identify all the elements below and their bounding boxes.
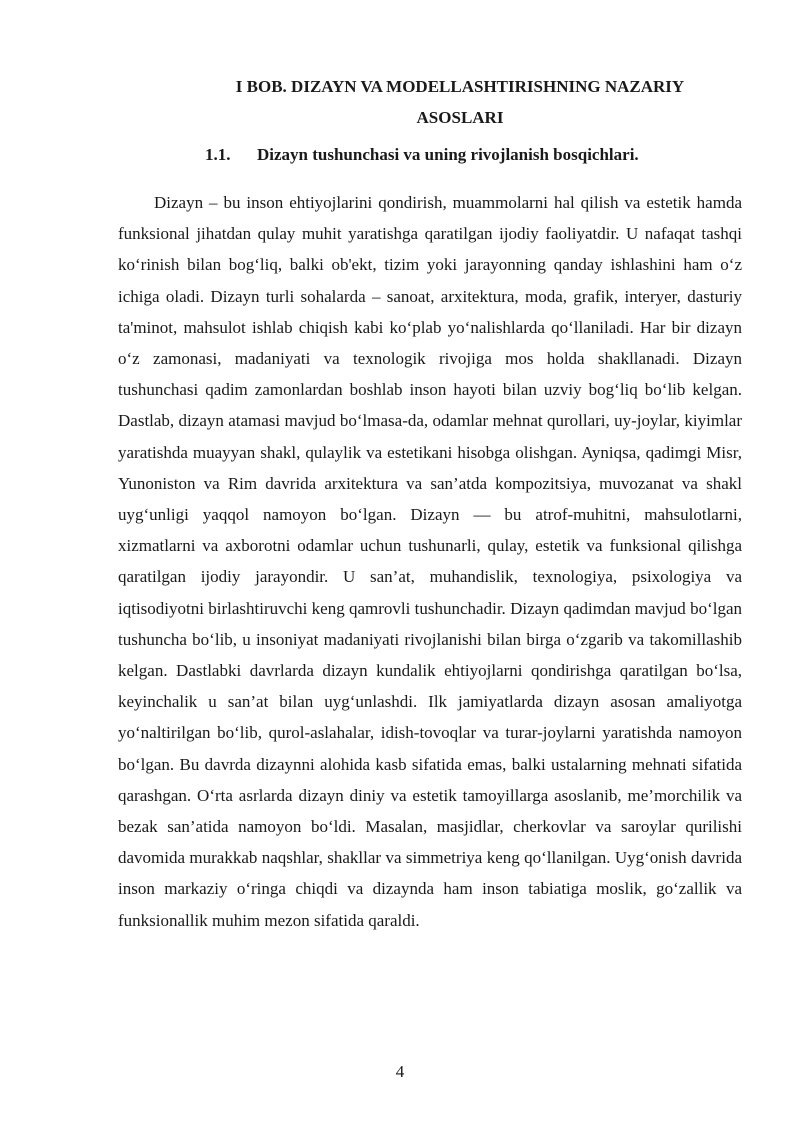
section-heading: [205, 139, 639, 170]
chapter-title-line-2: ASOSLARI: [416, 108, 504, 127]
body-paragraph: Dizayn – bu inson ehtiyojlarini qondirish, muammolarni hal qilish va estetik hamda funksional jihatdan qulay muhit yaratishga qaratilgan ijodiy faoliyatdir. U nafaqat tashqi ko‘rinish bilan bog‘liq, balki ob'ekt, tizim yoki jarayonning qanday ishlashini ham o‘z ichiga oladi. Dizayn turli sohalarda – sanoat, arxitektura, moda, grafik, interyer, dasturiy ta'minot, mahsulot ishlab chiqish kabi ko‘plab yo‘nalishlarda qo‘llaniladi. Har bir dizayn o‘z zamonasi, madaniyati va texnologik rivojiga mos holda shakllanadi. Dizayn tushunchasi qadim zamonlardan boshlab inson hayoti bilan uzviy bog‘liq bo‘lib kelgan. Dastlab, dizayn atamasi mavjud bo‘lmasa-da, odamlar mehnat qurollari, uy-joylar, kiyimlar yaratishda muayyan shakl, qulaylik va estetikani hisobga olishgan. Ayniqsa, qadimgi Misr, Yunoniston va Rim davrida arxitektura va san’atda kompozitsiya, muvozanat va shakl uyg‘unligi yaqqol namoyon bo‘lgan. Dizayn — bu atrof-muhitni, mahsulotlarni, xizmatlarni va axborotni odamlar uchun tushunarli, qulay, estetik va funksional qilishga qaratilgan ijodiy jarayondir. U san’at, muhandislik, texnologiya, psixologiya va iqtisodiyotni birlashtiruvchi keng qamrovli tushunchadir. Dizayn qadimdan mavjud bo‘lgan tushuncha bo‘lib, u insoniyat madaniyati rivojlanishi bilan birga o‘zgarib va takomillashib kelgan. Dastlabki davrlarda dizayn kundalik ehtiyojlarni qondirishga qaratilgan bo‘lsa, keyinchalik u san’at bilan uyg‘unlashdi. Ilk jamiyatlarda dizayn asosan amaliyotga yo‘naltirilgan bo‘lib, qurol-aslahalar, idish-tovoqlar va turar-joylarni yaratishda namoyon bo‘lgan. Bu davrda dizaynni alohida kasb sifatida emas, balki ustalarning mehnati sifatida qarashgan. O‘rta asrlarda dizayn diniy va estetik tamoyillarga asoslanib, me’morchilik va bezak san’atida namoyon bo‘ldi. Masalan, masjidlar, cherkovlar va saroylar qurilishi davomida murakkab naqshlar, shakllar va simmetriya keng qo‘llanilgan. Uyg‘onish davrida inson markaziy o‘ringa chiqdi va dizaynda ham inson tabiatiga moslik, go‘zallik va funksionallik muhim mezon sifatida qaraldi.: [118, 193, 742, 930]
section-title: Dizayn tushunchasi va uning rivojlanish bosqichlari.: [257, 145, 639, 164]
page-number: 4: [395, 1062, 405, 1081]
chapter-title: [160, 71, 760, 133]
section-number: 1.1.: [205, 145, 231, 164]
chapter-title-line-1: I BOB. DIZAYN VA MODELLASHTIRISHNING NAZARIY: [235, 77, 685, 96]
